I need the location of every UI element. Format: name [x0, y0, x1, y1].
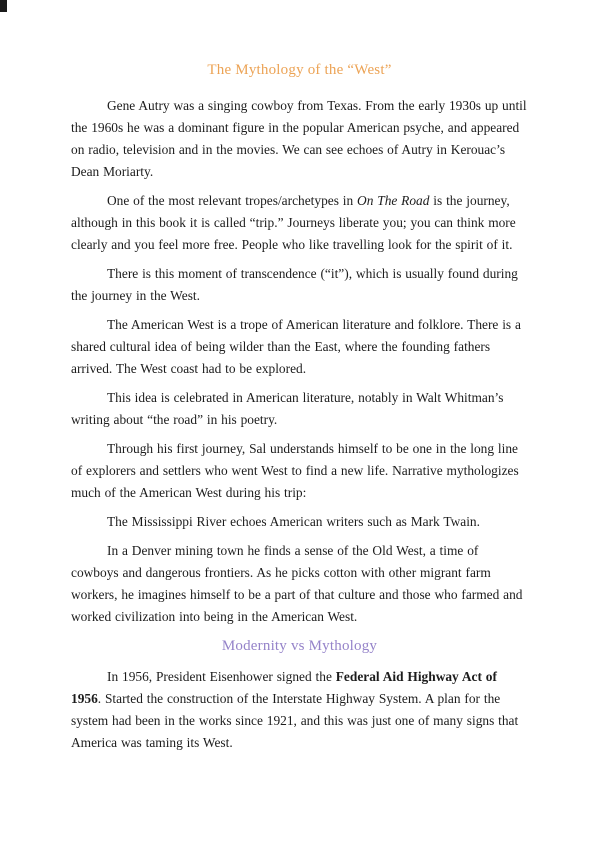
document-title: The Mythology of the “West” — [207, 62, 392, 78]
paragraph-whitman — [71, 387, 528, 431]
text-run: This idea is celebrated in American literature, notably in Walt Whitman’s writing about “the road” in his poetry. — [71, 390, 504, 427]
paragraph-transcendence — [71, 263, 528, 307]
text-run: . Started the construction of the Interstate Highway System. A plan for the system had been in the works since 1921, and this was just one of many signs that America was taming its West. — [71, 691, 519, 750]
text-run: The Mississippi River echoes American writers such as Mark Twain. — [107, 514, 480, 529]
section-heading-modernity-vs-mythology: Modernity vs Mythology — [221, 638, 378, 654]
paragraph-denver-old-west — [71, 540, 528, 628]
paragraph-american-west-trope — [71, 314, 528, 380]
text-run: There is this moment of transcendence (“it”), which is usually found during the journey in the West. — [71, 266, 518, 303]
page-corner-artifact — [0, 0, 7, 12]
text-run: Gene Autry was a singing cowboy from Texas. From the early 1930s up until the 1960s he was a dominant figure in the popular American psyche, and appeared on radio, television and in the movies. We can see echoes of Autry in Kerouac’s Dean Moriarty. — [71, 98, 527, 179]
text-run: One of the most relevant tropes/archetypes in — [107, 193, 358, 208]
text-run: In a Denver mining town he finds a sense of the Old West, a time of cowboys and dangerous frontiers. As he picks cotton with other migrant farm workers, he imagines himself to be a part of that culture and those who farmed and worked civilization into being in the American West. — [71, 543, 523, 624]
paragraph-first-journey — [71, 438, 528, 504]
text-run-bold-highway-act: Federal Aid Highway Act of 1956 — [71, 669, 497, 706]
text-run: In 1956, President Eisenhower signed the — [107, 669, 336, 684]
paragraph-gene-autry — [71, 95, 528, 183]
paragraph-journey-trope — [71, 190, 528, 256]
text-run: The American West is a trope of American literature and folklore. There is a shared cultural idea of being wilder than the East, where the founding fathers arrived. The West coast had to be explored. — [71, 317, 521, 376]
paragraph-mississippi — [71, 511, 528, 533]
text-run-italic-on-the-road: On The Road — [357, 193, 430, 208]
paragraph-highway-act — [71, 666, 528, 754]
text-run: Through his first journey, Sal understands himself to be one in the long line of explorers and settlers who went West to find a new life. Narrative mythologizes much of the American West during his trip: — [71, 441, 519, 500]
text-run: is the journey, although in this book it is called “trip.” Journeys liberate you; you can think more clearly and you feel more free. People who like travelling look for the spirit of it. — [71, 193, 516, 252]
